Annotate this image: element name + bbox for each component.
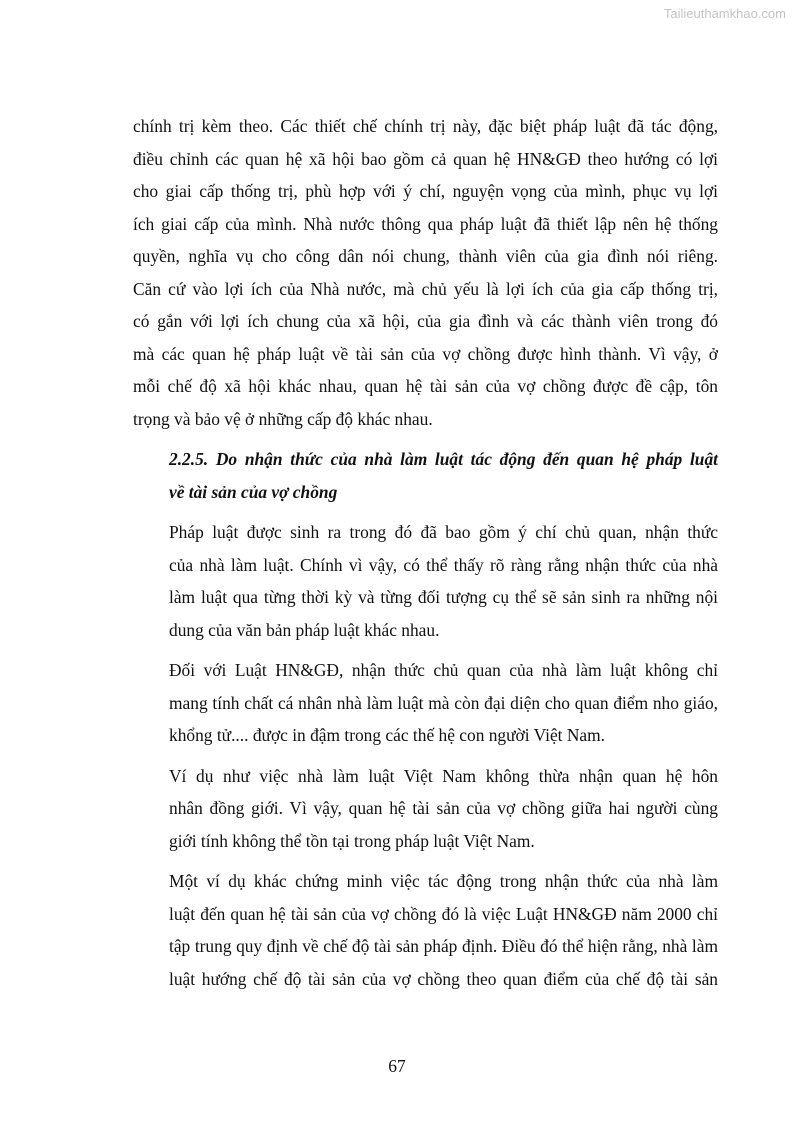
text-line: có gắn với lợi ích chung của xã hội, của gia đình và các thành viên trong đó <box>133 311 718 331</box>
paragraph <box>133 654 718 752</box>
paragraph <box>133 110 718 435</box>
text-line: Pháp luật được sinh ra trong đó đã bao gồm ý chí chủ quan, nhận thức <box>169 522 718 542</box>
text-line: khổng tử.... được in đậm trong các thế hệ con người Việt Nam. <box>169 725 606 745</box>
text-line: Một ví dụ khác chứng minh việc tác động trong nhận thức của nhà làm <box>169 871 718 891</box>
text-line: luật đến quan hệ tài sản của vợ chồng đó là việc Luật HN&GĐ năm 2000 chỉ <box>169 903 718 924</box>
text-line: mà các quan hệ pháp luật về tài sản của vợ chồng được hình thành. Vì vậy, ở <box>133 343 718 364</box>
text-line: điều chỉnh các quan hệ xã hội bao gồm cả quan hệ HN&GĐ theo hướng có lợi <box>133 148 718 169</box>
text-line: dung của văn bản pháp luật khác nhau. <box>169 619 440 640</box>
paragraph <box>133 760 718 858</box>
paragraph <box>133 865 718 995</box>
heading-line: về tài sản của vợ chồng <box>169 481 338 502</box>
text-line: ích giai cấp của mình. Nhà nước thông qua pháp luật đã thiết lập nên hệ thống <box>133 213 718 234</box>
text-line: Ví dụ như việc nhà làm luật Việt Nam không thừa nhận quan hệ hôn <box>169 765 718 786</box>
text-line: mỗi chế độ xã hội khác nhau, quan hệ tài sản của vợ chồng được đề cập, tôn <box>133 376 718 396</box>
text-line: trọng và bảo vệ ở những cấp độ khác nhau. <box>133 408 433 429</box>
text-line: làm luật qua từng thời kỳ và từng đối tượng cụ thể sẽ sản sinh ra những nội <box>169 587 718 607</box>
text-line: giới tính không thể tồn tại trong pháp luật Việt Nam. <box>169 830 535 851</box>
watermark: Tailieuthamkhao.com <box>663 6 786 21</box>
section-heading <box>133 443 718 508</box>
text-line: Căn cứ vào lợi ích của Nhà nước, mà chủ yếu là lợi ích của gia cấp thống trị, <box>133 278 718 299</box>
text-line: quyền, nghĩa vụ cho công dân nói chung, thành viên của gia đình nói riêng. <box>133 246 718 266</box>
text-line: Đối với Luật HN&GĐ, nhận thức chủ quan của nhà làm luật không chỉ <box>169 660 718 680</box>
text-line: luật hướng chế độ tài sản của vợ chồng theo quan điểm của chế độ tài sản <box>169 968 718 989</box>
body-text <box>133 110 718 995</box>
text-line: của nhà làm luật. Chính vì vậy, có thể thấy rõ ràng rằng nhận thức của nhà <box>169 554 718 575</box>
page-number: 67 <box>388 1056 406 1076</box>
text-line: cho giai cấp thống trị, phù hợp với ý chí, nguyện vọng của mình, phục vụ lợi <box>133 181 718 201</box>
text-line: tập trung quy định về chế độ tài sản pháp định. Điều đó thể hiện rằng, nhà làm <box>169 936 718 956</box>
text-line: mang tính chất cá nhân nhà làm luật mà còn đại diện cho quan điểm nho giáo, <box>169 692 718 713</box>
heading-line: 2.2.5. Do nhận thức của nhà làm luật tác động đến quan hệ pháp luật <box>169 449 718 469</box>
text-line: nhân đồng giới. Vì vậy, quan hệ tài sản của vợ chồng giữa hai người cùng <box>169 798 718 818</box>
text-line: chính trị kèm theo. Các thiết chế chính trị này, đặc biệt pháp luật đã tác động, <box>133 116 718 136</box>
paragraph <box>133 516 718 646</box>
